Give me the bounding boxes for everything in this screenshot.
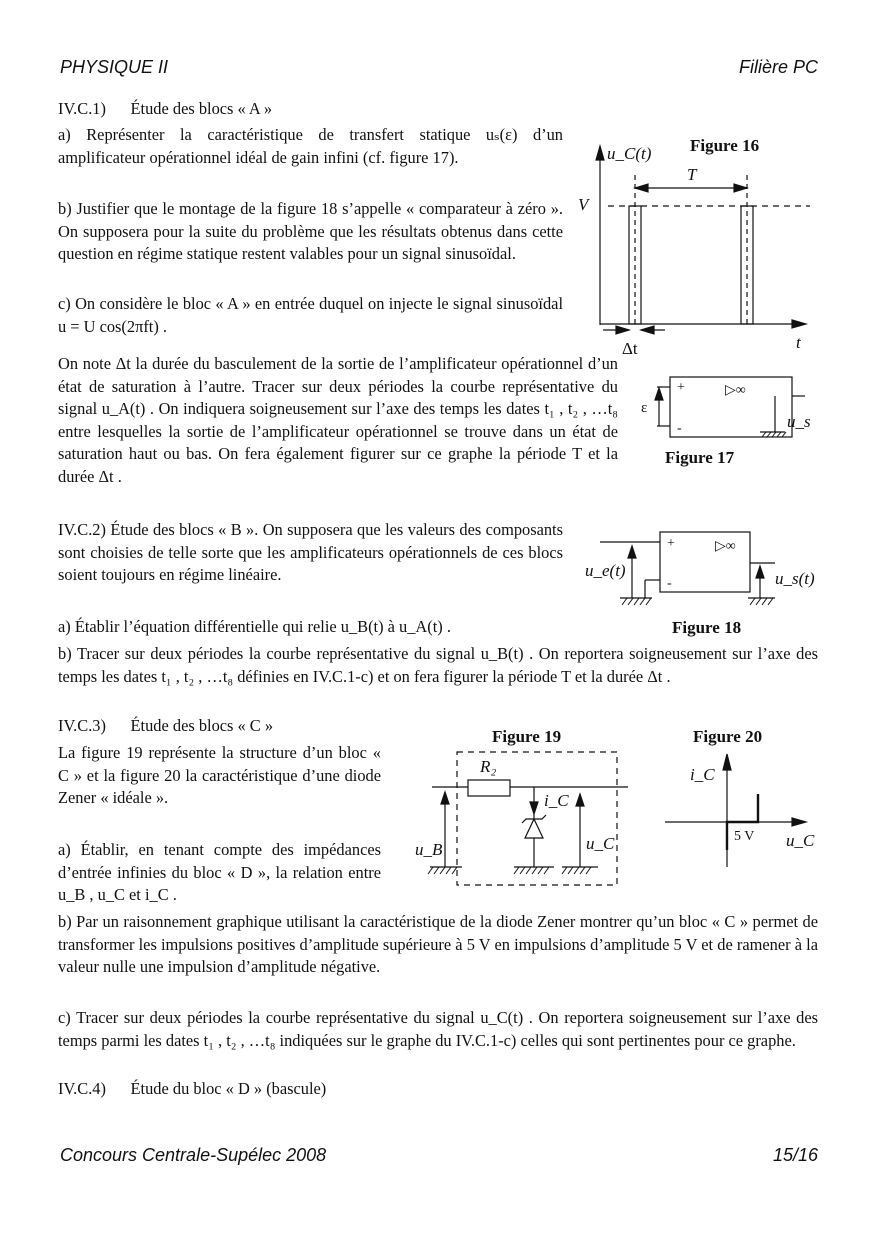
figure-19-current: i_C [544, 791, 569, 810]
figure-19-title: Figure 19 [492, 727, 562, 746]
figure-18-input: u_e(t) [585, 561, 626, 580]
figure-18-title: Figure 18 [672, 618, 742, 637]
figure-16-title: Figure 16 [690, 136, 760, 155]
figure-19-output: u_C [586, 834, 615, 853]
figure-18-gain: ▷∞ [715, 539, 736, 554]
section-c3-intro: La figure 19 représente la structure d’un bloc « C » et la figure 20 la caractéristique d’une diode Zener « idéale ». [58, 743, 381, 808]
figure-19-input: u_B [415, 840, 443, 859]
header-left: PHYSIQUE II [60, 57, 169, 77]
figure-17 [635, 372, 815, 472]
figure-19-resistor: R₂ [480, 757, 497, 776]
figure-17-input: ε [641, 400, 648, 416]
figure-20 [660, 722, 820, 872]
section-c4-title: IV.C.4) Étude du bloc « D » (bascule) [58, 1079, 327, 1098]
figure-18-output: u_s(t) [775, 569, 815, 588]
figure-18-plus: + [667, 536, 675, 551]
section-c1-note: On note Δt la durée du basculement de la sortie de l’amplificateur opérationnel d’un état de saturation à l’autre. Tracer sur deux périodes la courbe représentative du signal u_A(t) . On indiquera soigneusement sur l’axe des temps les dates t₁ , t₂ , …t₈ entre lesquelles la sortie de l’amplificateur opérationnel se trouve dans un état de saturation haut ou bas. On fera également figurer sur ce graphe la période T et la durée Δt . [58, 354, 618, 486]
figure-20-zener-voltage: 5 V [734, 829, 755, 844]
header-right: Filière PC [738, 57, 818, 77]
figure-16 [570, 130, 820, 360]
figure-20-xlabel: u_C [786, 831, 815, 850]
figure-16-delta: Δt [622, 339, 638, 358]
section-c3-title: IV.C.3) Étude des blocs « C » [58, 716, 274, 735]
section-c2-b: b) Tracer sur deux périodes la courbe représentative du signal u_B(t) . On reportera soigneusement sur l’axe des temps les dates t₁ , t₂ , …t₈ définies en IV.C.1-c) et on fera figurer la période T et la durée Δt . [58, 644, 818, 686]
figure-17-title: Figure 17 [665, 448, 735, 467]
section-c2-intro: IV.C.2) Étude des blocs « B ». On supposera que les valeurs des composants sont choisies de telle sorte que les amplificateurs opérationnels de ces blocs soient toujours en régime linéaire. [58, 520, 563, 585]
figure-16-xlabel: t [796, 333, 801, 352]
figure-16-ylabel: u_C(t) [607, 144, 652, 163]
figure-17-gain: ▷∞ [725, 383, 746, 398]
figure-17-plus: + [677, 380, 685, 395]
section-c2-a: a) Établir l’équation différentielle qui relie u_B(t) à u_A(t) . [58, 617, 451, 636]
footer-right: 15/16 [772, 1145, 818, 1165]
figure-19 [410, 722, 635, 892]
section-c1-title: IV.C.1) Étude des blocs « A » [58, 99, 273, 118]
figure-16-period: T [687, 165, 697, 184]
figure-20-ylabel: i_C [690, 765, 715, 784]
section-c1-c: c) On considère le bloc « A » en entrée duquel on injecte le signal sinusoïdal u = U cos(2πft) . [58, 294, 563, 336]
footer-left: Concours Centrale-Supélec 2008 [60, 1145, 327, 1165]
section-c1-b: b) Justifier que le montage de la figure 18 s’appelle « comparateur à zéro ». On supposera pour la suite du problème que les résultats obtenus dans cette question en régime statique restent valables pour un signal sinusoïdal. [58, 199, 563, 264]
figure-18 [580, 528, 820, 643]
figure-17-minus: - [677, 421, 682, 436]
section-c3-a: a) Établir, en tenant compte des impédances d’entrée infinies du bloc « D », la relation entre u_B , u_C et i_C . [58, 840, 381, 905]
figure-18-minus: - [667, 576, 672, 591]
section-c3-c: c) Tracer sur deux périodes la courbe représentative du signal u_C(t) . On reportera soigneusement sur l’axe des temps parmi les dates t₁ , t₂ , …t₈ indiquées sur le graphe du IV.C.1-c) celles qui sont pertinentes pour ce graphe. [58, 1008, 818, 1050]
figure-16-level: V [578, 195, 589, 214]
section-c3-b: b) Par un raisonnement graphique utilisant la caractéristique de la diode Zener montrer qu’un bloc « C » permet de transformer les impulsions positives d’amplitude supérieure à 5 V en impulsions d’amplitude 5 V et de ramener à la valeur nulle une impulsion d’amplitude négative. [58, 912, 818, 977]
figure-20-title: Figure 20 [693, 727, 763, 746]
section-c1-a: a) Représenter la caractéristique de transfert statique uₛ(ε) d’un amplificateur opérationnel idéal de gain infini (cf. figure 17). [58, 125, 563, 167]
figure-17-output: u_s [787, 412, 811, 431]
